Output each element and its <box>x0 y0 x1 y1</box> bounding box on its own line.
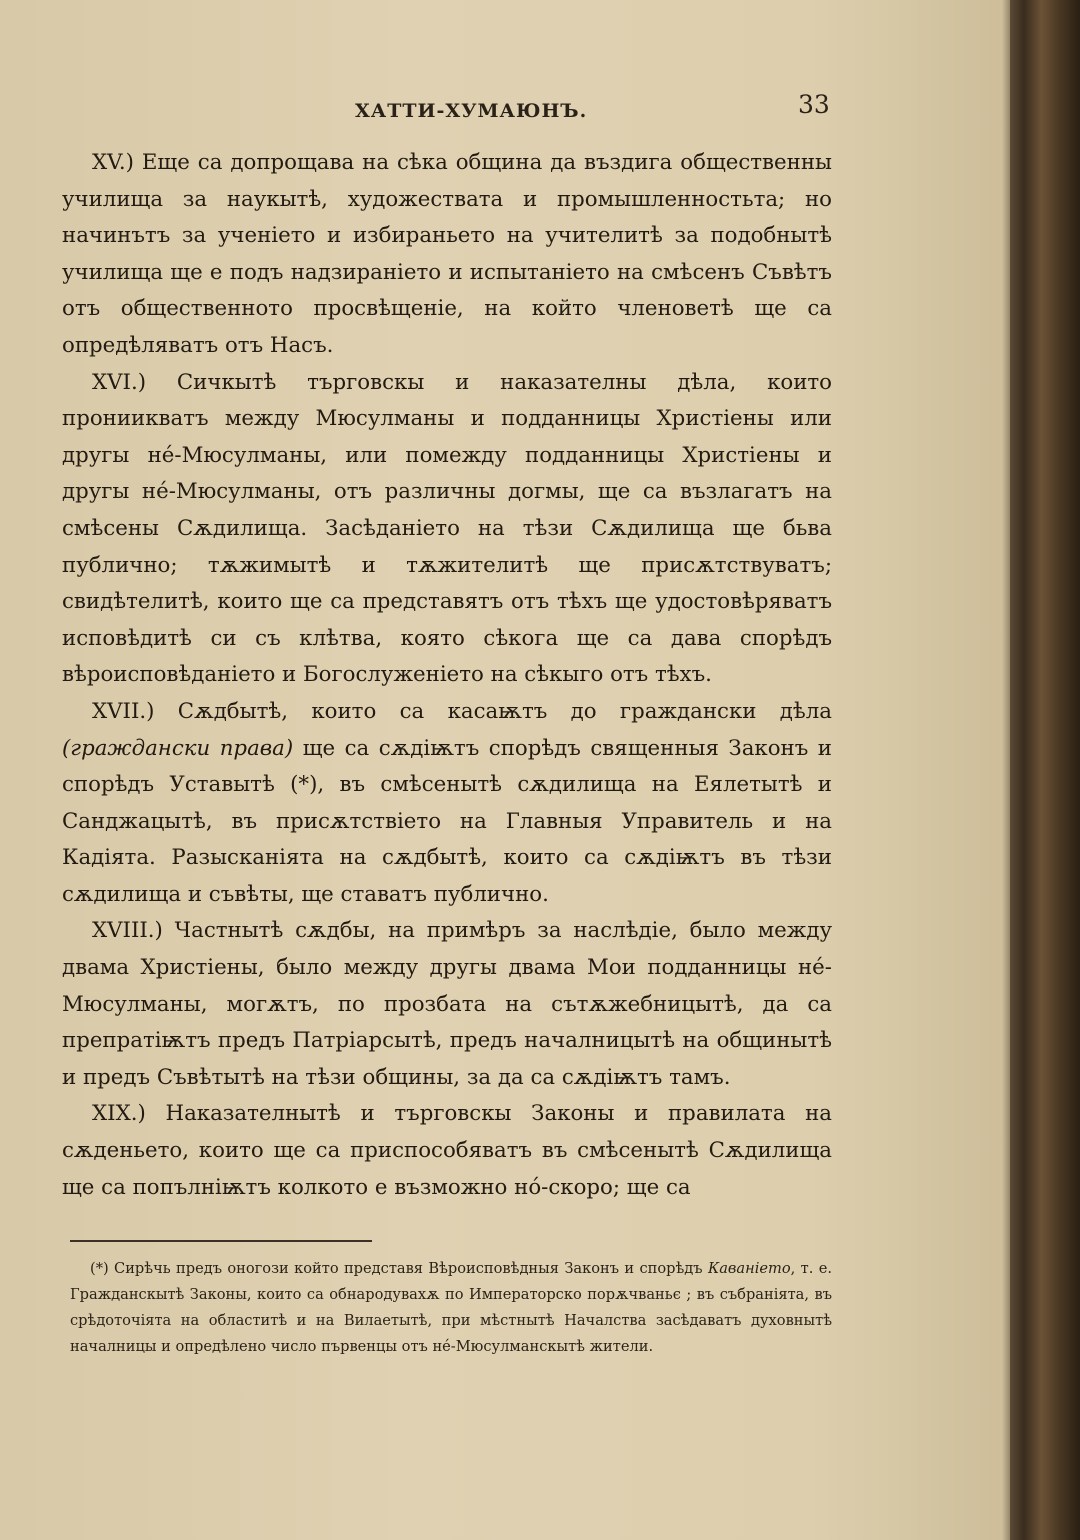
book-spine <box>1010 0 1080 1540</box>
paragraph-xv: XV.) Еще са допрощава на сѣка община да въздига общественны училища за наукытѣ, художествата и промышленностьта; но начинътъ за ученіето и избираньето на учителитѣ за подобнытѣ училища ще е подъ надзираніето и испытаніето на смѣсенъ Съвѣтъ отъ общественното просвѣщеніе, на който членоветѣ ще са опредѣляватъ отъ Насъ. <box>62 150 832 358</box>
page-header <box>0 86 1010 126</box>
footnote-italic: Каваніето <box>707 1260 791 1277</box>
footnote <box>70 1256 832 1360</box>
page-number: 33 <box>798 90 830 119</box>
footnote-start: (*) Сирѣчь предъ оногози който представя Вѣроисповѣдныя Законъ и спорѣдъ <box>90 1260 708 1277</box>
paragraph-xvii <box>62 694 832 914</box>
paragraph-xvii-start: XVII.) Сѫдбытѣ, които са касаѭтъ до граждански дѣла <box>92 698 832 724</box>
footnote-end: , т. е. Гражданскытѣ Законы, които са обнародувахѫ по Императорско порѫчваньє ; въ събраніята, въ срѣдоточіята на областитѣ и на Вилаетытѣ, при мѣстнытѣ Началства засѣдаватъ духовнытѣ началницы и опредѣлено число първенцы отъ нé-Мюсулманскытѣ жители. <box>70 1260 833 1355</box>
paragraph-xix: XIX.) Наказателнытѣ и търговскы Законы и правилата на сѫденьето, които ще са приспособяватъ въ смѣсенытѣ Сѫдилища ще са попълніѭтъ колкото е възможно нó-скоро; ще са <box>62 1101 832 1200</box>
body-text <box>62 145 832 1206</box>
paragraph-xvii-italic: (граждански права) <box>62 735 294 761</box>
footnote-divider <box>70 1240 372 1242</box>
running-title: ХАТТИ-ХУМАЮНЪ. <box>355 100 588 122</box>
paragraph-xvi: XVI.) Сичкытѣ търговскы и наказателны дѣла, които прониикватъ между Мюсулманы и подданницы Христіены или другы нé-Мюсулманы, или помежду подданницы Христіены и другы нé-Мюсулманы, отъ различны догмы, ще са възлагатъ на смѣсены Сѫдилища. Засѣданіето на тѣзи Сѫдилища ще бьва публично; тѫжимытѣ и тѫжителитѣ ще присѫтствуватъ; свидѣтелитѣ, които ще са представятъ отъ тѣхъ ще удостовѣряватъ исповѣдитѣ си съ клѣтва, която сѣкога ще са дава спорѣдъ вѣроисповѣданіето и Богослуженіето на сѣкыго отъ тѣхъ. <box>62 369 832 688</box>
paragraph-xviii: XVIII.) Частнытѣ сѫдбы, на примѣръ за наслѣдіе, было между двама Христіены, было между другы двама Мои подданницы нé-Мюсулманы, могѫтъ, по прозбата на сътѫжебницытѣ, да са препратіѭтъ предъ Патріарсытѣ, предъ началницытѣ на общинытѣ и предъ Съвѣтытѣ на тѣзи общины, за да са сѫдіѭтъ тамъ. <box>62 918 832 1090</box>
paragraph-xvii-end: ще са сѫдіѭтъ спорѣдъ священныя Законъ и спорѣдъ Уставытѣ (*), въ смѣсенытѣ сѫдилища на Еялетытѣ и Санджацытѣ, въ присѫтствіето на Главныя Управитель и на Кадіята. Разысканіята на сѫдбытѣ, които са сѫдіѭтъ въ тѣзи сѫдилища и съвѣты, ще ставатъ публично. <box>62 735 832 907</box>
